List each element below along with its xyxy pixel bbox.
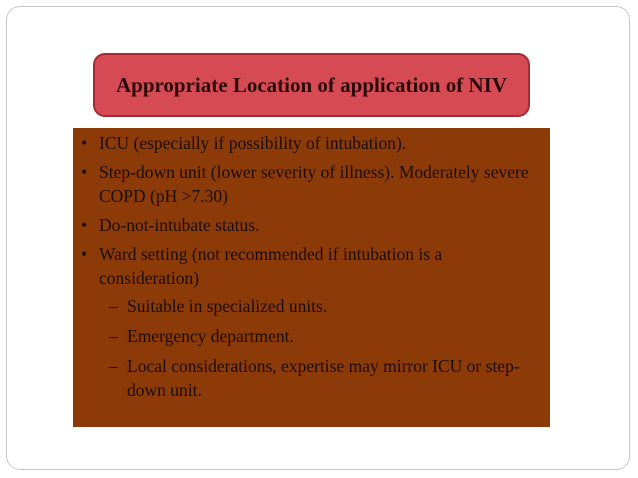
dash-icon: – [109, 296, 118, 316]
bullet-item [79, 131, 540, 155]
bullet-text: Ward setting (not recommended if intubation is a consideration) [99, 244, 443, 288]
sub-bullet-text: Suitable in specialized units. [127, 296, 328, 316]
dash-icon: – [109, 356, 118, 376]
sub-bullet-item [79, 354, 540, 402]
slide-title: Appropriate Location of application of NIV [115, 73, 508, 97]
bullet-text: Do-not-intubate status. [99, 215, 260, 235]
sub-bullet-text: Emergency department. [127, 326, 294, 346]
content-box [73, 128, 550, 427]
dash-icon: – [109, 326, 118, 346]
sub-bullet-text: Local considerations, expertise may mirror ICU or step-down unit. [127, 356, 520, 400]
bullet-text: ICU (especially if possibility of intubation). [99, 133, 407, 153]
bullet-item [79, 213, 540, 237]
title-box [93, 53, 530, 117]
bullet-icon: • [81, 133, 88, 153]
bullet-text: Step-down unit (lower severity of illness). Moderately severe COPD (pH >7.30) [99, 162, 529, 206]
bullet-icon: • [81, 162, 88, 182]
sub-bullet-list [99, 294, 540, 402]
bullet-icon: • [81, 215, 88, 235]
bullet-list [79, 131, 540, 402]
bullet-item [79, 242, 540, 402]
bullet-icon: • [81, 244, 88, 264]
bullet-item [79, 160, 540, 208]
sub-bullet-item [79, 294, 540, 318]
sub-bullet-item [79, 324, 540, 348]
